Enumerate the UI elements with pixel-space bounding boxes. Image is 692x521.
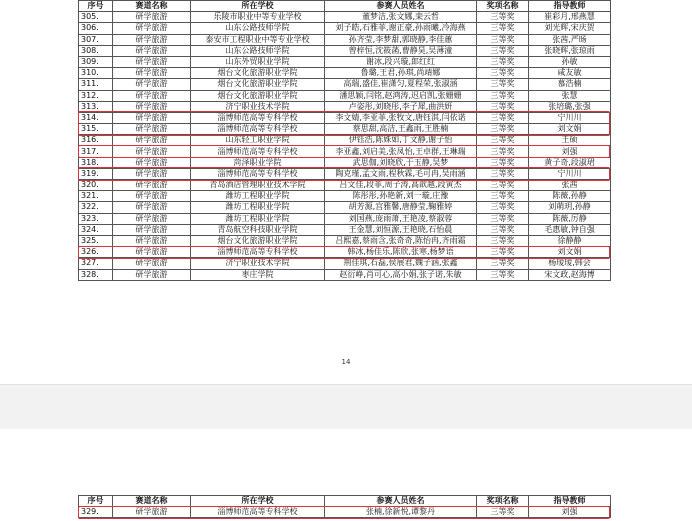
member-names: 李文婧,李亚菲,张牧文,唐钰淇,闫依诺	[325, 112, 477, 123]
track-name: 研学旅游	[113, 202, 191, 213]
table-row	[79, 157, 611, 168]
track-name: 研学旅游	[113, 101, 191, 112]
award-name: 三等奖	[477, 224, 529, 235]
table-row	[79, 213, 611, 224]
award-name: 三等奖	[477, 124, 529, 135]
teacher-name: 宁川川	[529, 112, 611, 123]
table-header-row	[79, 1, 611, 12]
row-number: 309.	[79, 56, 113, 67]
track-name: 研学旅游	[113, 135, 191, 146]
row-number: 310.	[79, 68, 113, 79]
track-name: 研学旅游	[113, 124, 191, 135]
teacher-name: 刘萌玥,孙静	[529, 202, 611, 213]
column-header: 奖项名称	[477, 1, 529, 12]
school-name: 山东轻工职业学院	[191, 135, 325, 146]
award-name: 三等奖	[477, 168, 529, 179]
row-number: 320.	[79, 180, 113, 191]
award-name: 三等奖	[477, 213, 529, 224]
teacher-name: 宁川川	[529, 168, 611, 179]
table-row	[79, 79, 611, 90]
teacher-name: 徐静静	[529, 235, 611, 246]
school-name: 乐陵市职业中等专业学校	[191, 12, 325, 23]
track-name: 研学旅游	[113, 224, 191, 235]
teacher-name: 陈薇,孙静	[529, 191, 611, 202]
member-names: 赵衍峥,肖可心,高小娟,张子诺,朱敏	[325, 269, 477, 280]
track-name: 研学旅游	[113, 45, 191, 56]
table-row	[79, 23, 611, 34]
member-names: 武思伽,刘晓欣,于玉静,吴梦	[325, 157, 477, 168]
track-name: 研学旅游	[113, 247, 191, 258]
school-name: 青岛航空科技职业学院	[191, 224, 325, 235]
table-row	[79, 112, 611, 123]
track-name: 研学旅游	[113, 79, 191, 90]
school-name: 烟台文化旅游职业学院	[191, 68, 325, 79]
track-name: 研学旅游	[113, 34, 191, 45]
teacher-name: 张晓辉,张琼雨	[529, 45, 611, 56]
row-number: 328.	[79, 269, 113, 280]
member-names: 李亚鑫,刘启美,张凤怡,王卓群,王琳瑞	[325, 146, 477, 157]
track-name: 研学旅游	[113, 56, 191, 67]
school-name: 淄博师范高等专科学校	[191, 168, 325, 179]
row-number: 319.	[79, 168, 113, 179]
school-name: 淄博师范高等专科学校	[191, 247, 325, 258]
table-row	[79, 34, 611, 45]
teacher-name: 黄子奇,段淑珺	[529, 157, 611, 168]
school-name: 济宁职业技术学院	[191, 258, 325, 269]
table-row	[79, 135, 611, 146]
school-name: 潍坊工程职业学院	[191, 191, 325, 202]
school-name: 淄博师范高等专科学校	[191, 507, 325, 518]
row-number: 329.	[79, 507, 113, 518]
row-number: 326.	[79, 247, 113, 258]
table-row	[79, 224, 611, 235]
column-header: 序号	[79, 1, 113, 12]
award-name: 三等奖	[477, 101, 529, 112]
row-number: 312.	[79, 90, 113, 101]
award-name: 三等奖	[477, 235, 529, 246]
school-name: 烟台文化旅游职业学院	[191, 235, 325, 246]
member-names: 吕文佳,段菲,周子涛,高歆越,段寅杰	[325, 180, 477, 191]
member-names: 潘思颖,闫铭,赵鸿涛,迟启凯,张姗姗	[325, 90, 477, 101]
award-name: 三等奖	[477, 45, 529, 56]
table-row	[79, 68, 611, 79]
track-name: 研学旅游	[113, 112, 191, 123]
member-names: 陶克瑾,孟文雨,程秋霖,毛可冉,吴雨涵	[325, 168, 477, 179]
member-names: 张楠,徐新悦,谭黎丹	[325, 507, 477, 518]
table-row	[79, 56, 611, 67]
column-header: 赛道名称	[113, 496, 191, 507]
table-row	[79, 247, 611, 258]
table-row	[79, 45, 611, 56]
school-name: 枣庄学院	[191, 269, 325, 280]
table-row	[79, 507, 611, 518]
page-number: 14	[341, 358, 351, 366]
document-page-bottom	[0, 429, 692, 521]
table-row	[79, 202, 611, 213]
track-name: 研学旅游	[113, 12, 191, 23]
row-number: 308.	[79, 45, 113, 56]
table-row	[79, 124, 611, 135]
row-number: 327.	[79, 258, 113, 269]
member-names: 刘国燕,庞雨萧,王艳凌,蔡淑蓉	[325, 213, 477, 224]
school-name: 淄博师范高等专科学校	[191, 124, 325, 135]
school-name: 青岛酒店管理职业技术学院	[191, 180, 325, 191]
column-header: 参赛人员姓名	[325, 1, 477, 12]
track-name: 研学旅游	[113, 180, 191, 191]
track-name: 研学旅游	[113, 68, 191, 79]
member-names: 吕熙嘉,蔡雨含,张奇奇,陈怡冉,齐雨霜	[325, 235, 477, 246]
track-name: 研学旅游	[113, 23, 191, 34]
school-name: 济宁职业技术学院	[191, 101, 325, 112]
school-name: 淄博师范高等专科学校	[191, 112, 325, 123]
track-name: 研学旅游	[113, 168, 191, 179]
column-header: 所在学校	[191, 1, 325, 12]
award-name: 三等奖	[477, 507, 529, 518]
row-number: 325.	[79, 235, 113, 246]
member-names: 韩冰,杨佳乐,陈欣,张寒,杨梦语	[325, 247, 477, 258]
teacher-name: 孙敏	[529, 56, 611, 67]
award-name: 三等奖	[477, 112, 529, 123]
member-names: 卢姿彤,刘晓彤,李子犀,曲洪妍	[325, 101, 477, 112]
teacher-name: 张培璐,张强	[529, 101, 611, 112]
table-row	[79, 180, 611, 191]
table-row	[79, 146, 611, 157]
member-names: 伊钰浩,陈姝如,丁文静,谢子怡	[325, 135, 477, 146]
column-header: 参赛人员姓名	[325, 496, 477, 507]
row-number: 313.	[79, 101, 113, 112]
award-name: 三等奖	[477, 56, 529, 67]
row-number: 316.	[79, 135, 113, 146]
row-number: 315.	[79, 124, 113, 135]
school-name: 山东公路技师学院	[191, 23, 325, 34]
school-name: 淄博师范高等专科学校	[191, 146, 325, 157]
track-name: 研学旅游	[113, 157, 191, 168]
row-number: 314.	[79, 112, 113, 123]
column-header: 序号	[79, 496, 113, 507]
teacher-name: 杨瑷瑷,韩会	[529, 258, 611, 269]
table-row	[79, 12, 611, 23]
teacher-name: 陈薇,厉静	[529, 213, 611, 224]
row-number: 307.	[79, 34, 113, 45]
member-names: 荆佳琪,石磊,侯展君,魏子涵,张鑫	[325, 258, 477, 269]
row-number: 305.	[79, 12, 113, 23]
award-name: 三等奖	[477, 79, 529, 90]
row-number: 322.	[79, 202, 113, 213]
school-name: 山东公路技师学院	[191, 45, 325, 56]
member-names: 王金慧,刘恒源,王艳晓,石怡晨	[325, 224, 477, 235]
award-name: 三等奖	[477, 23, 529, 34]
award-name: 三等奖	[477, 135, 529, 146]
teacher-name: 慕浩楠	[529, 79, 611, 90]
award-name: 三等奖	[477, 34, 529, 45]
member-names: 谢冰,段兴璇,郎红红	[325, 56, 477, 67]
column-header: 所在学校	[191, 496, 325, 507]
table-row	[79, 101, 611, 112]
teacher-name: 刘文娟	[529, 124, 611, 135]
results-table-continued	[78, 495, 611, 518]
award-name: 三等奖	[477, 146, 529, 157]
row-number: 317.	[79, 146, 113, 157]
table-row	[79, 191, 611, 202]
track-name: 研学旅游	[113, 191, 191, 202]
member-names: 陈彤彤,孙艳新,刘一璇,庄豫	[325, 191, 477, 202]
table-header-row	[79, 496, 611, 507]
results-table	[78, 0, 611, 281]
row-number: 306.	[79, 23, 113, 34]
member-names: 胡芳源,宫雅馨,唐静莹,鞠雅婷	[325, 202, 477, 213]
award-name: 三等奖	[477, 191, 529, 202]
column-header: 奖项名称	[477, 496, 529, 507]
table-row	[79, 168, 611, 179]
award-name: 三等奖	[477, 90, 529, 101]
column-header: 指导教师	[529, 496, 611, 507]
member-names: 高瑞,盛佳,崔潇匀,夏程荣,张淑涵	[325, 79, 477, 90]
track-name: 研学旅游	[113, 269, 191, 280]
teacher-name: 刘文娟	[529, 247, 611, 258]
track-name: 研学旅游	[113, 213, 191, 224]
award-name: 三等奖	[477, 180, 529, 191]
row-number: 321.	[79, 191, 113, 202]
award-name: 三等奖	[477, 202, 529, 213]
member-names: 刘子皓,石雅菲,谢正豪,孙雨曦,冷海燕	[325, 23, 477, 34]
school-name: 菏泽职业学院	[191, 157, 325, 168]
teacher-name: 王硕	[529, 135, 611, 146]
school-name: 烟台文化旅游职业学院	[191, 79, 325, 90]
track-name: 研学旅游	[113, 235, 191, 246]
school-name: 烟台文化旅游职业学院	[191, 90, 325, 101]
teacher-name: 毛惠敏,钟自强	[529, 224, 611, 235]
award-name: 三等奖	[477, 68, 529, 79]
teacher-name: 刘强	[529, 146, 611, 157]
teacher-name: 张慧	[529, 90, 611, 101]
teacher-name: 咸友敏	[529, 68, 611, 79]
member-names: 董梦洁,张文娜,栾云哲	[325, 12, 477, 23]
school-name: 泰安市工程职业中等专业学校	[191, 34, 325, 45]
teacher-name: 宋文政,赵海博	[529, 269, 611, 280]
table-row	[79, 269, 611, 280]
teacher-name: 刘强	[529, 507, 611, 518]
award-name: 三等奖	[477, 258, 529, 269]
table-row	[79, 90, 611, 101]
row-number: 318.	[79, 157, 113, 168]
row-number: 311.	[79, 79, 113, 90]
school-name: 山东外贸职业学院	[191, 56, 325, 67]
teacher-name: 崔彩月,邢燕慧	[529, 12, 611, 23]
school-name: 潍坊工程职业学院	[191, 202, 325, 213]
column-header: 指导教师	[529, 1, 611, 12]
member-names: 孙齐莹,李梦甜,郭晓静,李佳蕙	[325, 34, 477, 45]
table-row	[79, 235, 611, 246]
track-name: 研学旅游	[113, 507, 191, 518]
track-name: 研学旅游	[113, 90, 191, 101]
award-name: 三等奖	[477, 12, 529, 23]
school-name: 潍坊工程职业学院	[191, 213, 325, 224]
row-number: 323.	[79, 213, 113, 224]
row-number: 324.	[79, 224, 113, 235]
column-header: 赛道名称	[113, 1, 191, 12]
track-name: 研学旅游	[113, 146, 191, 157]
teacher-name: 张茜	[529, 180, 611, 191]
award-name: 三等奖	[477, 269, 529, 280]
member-names: 鲁璐,王君,孙琪,尚靖娜	[325, 68, 477, 79]
page-break	[0, 384, 692, 430]
table-row	[79, 258, 611, 269]
award-name: 三等奖	[477, 157, 529, 168]
member-names: 曾梓恒,沈筱菡,曹静昊,吴薄潼	[325, 45, 477, 56]
teacher-name: 刘光辉,宋庆贺	[529, 23, 611, 34]
teacher-name: 张茜,严旸	[529, 34, 611, 45]
track-name: 研学旅游	[113, 258, 191, 269]
member-names: 蔡思甜,高洁,王鑫雨,王胜楠	[325, 124, 477, 135]
award-name: 三等奖	[477, 247, 529, 258]
